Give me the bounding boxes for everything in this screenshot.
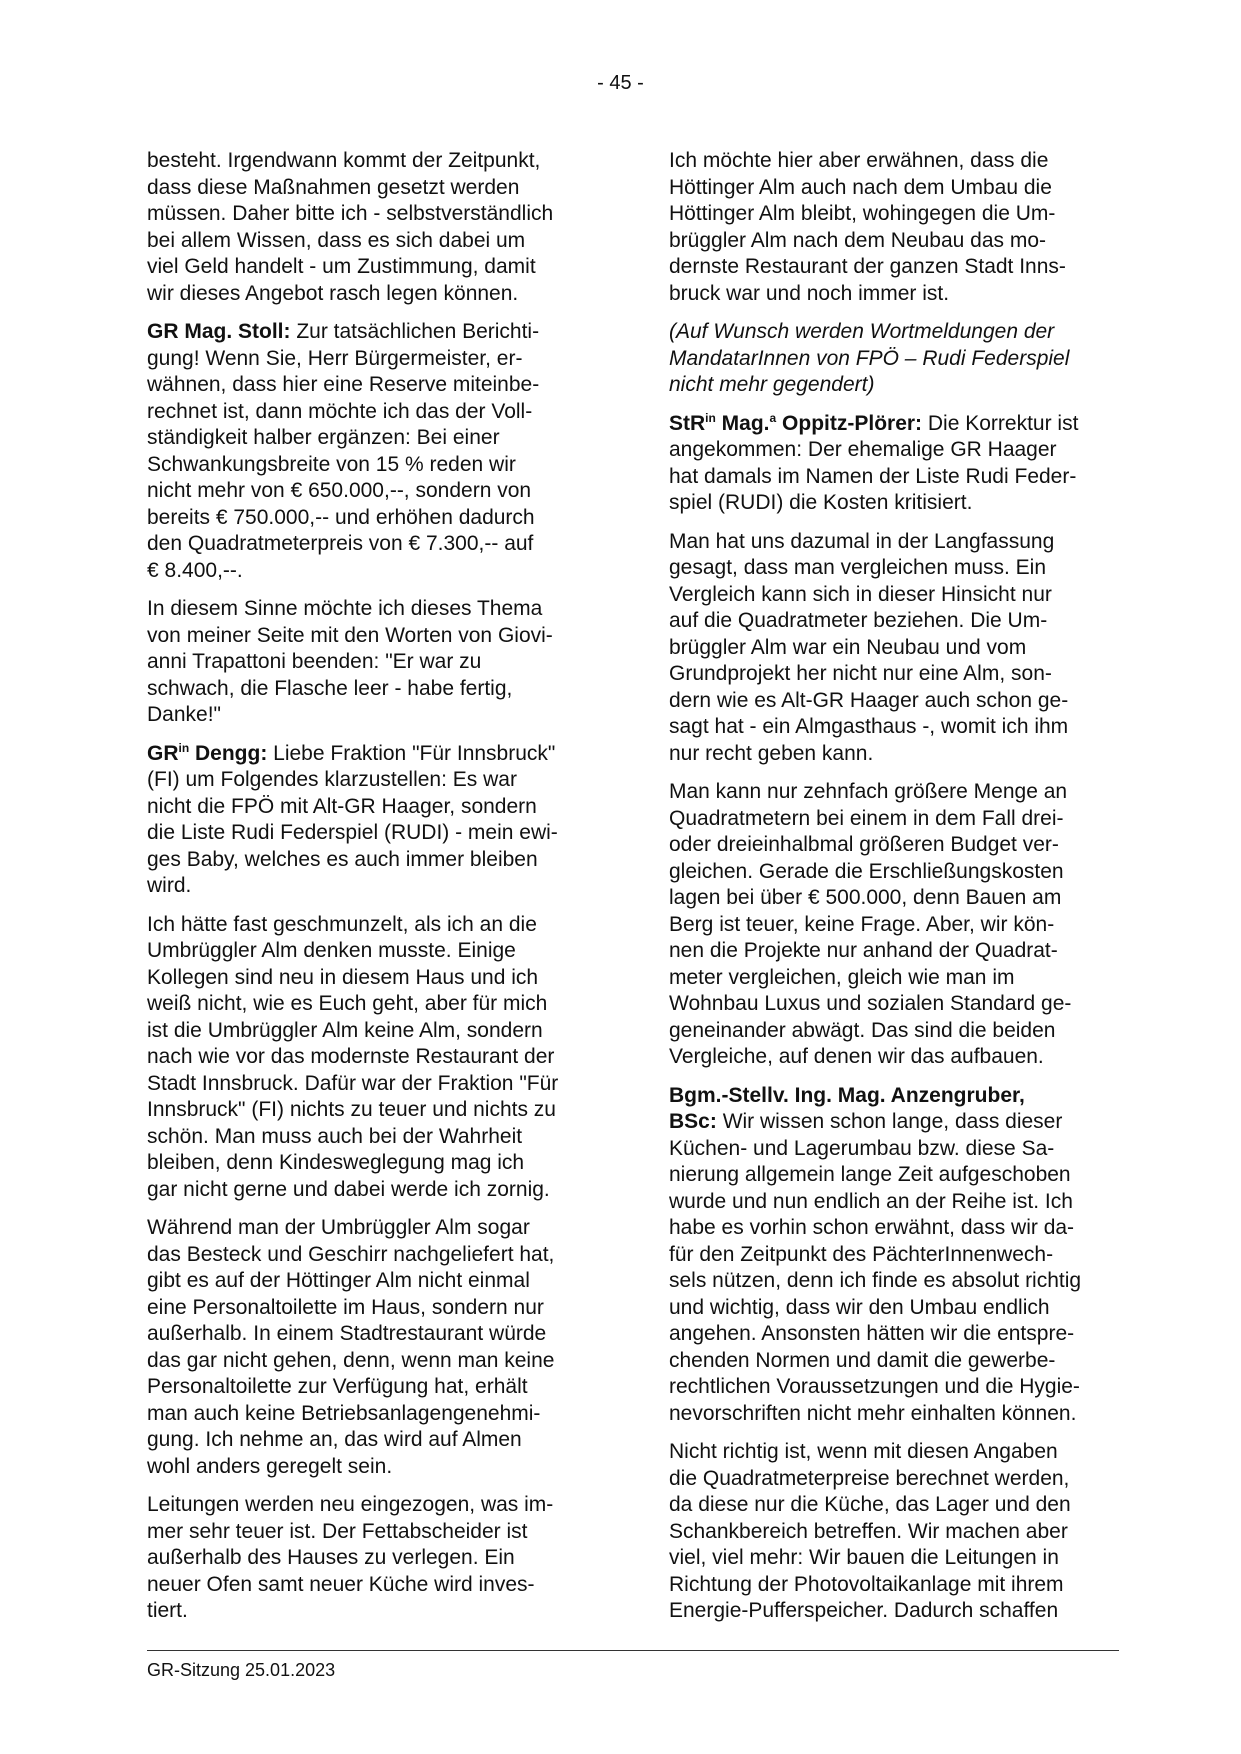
speaker-title: GR: [147, 741, 179, 765]
paragraph-text: Die Korrektur ist angekommen: Der ehemalige GR Haager hat damals im Namen der Liste Rudi Feder- spiel (RUDI) die Kosten kritisiert.: [669, 411, 1079, 514]
paragraph: [147, 741, 597, 900]
speaker-title: StR: [669, 411, 706, 435]
paragraph: [669, 529, 1119, 768]
speaker-name: Bgm.-Stellv. Ing. Mag. Anzengruber, BSc:: [669, 1083, 1025, 1133]
editorial-note: [669, 319, 1119, 399]
paragraph: [147, 596, 597, 729]
footer-divider: [147, 1650, 1119, 1651]
speaker-name: GR Mag. Stoll:: [147, 320, 291, 343]
paragraph-text: (Auf Wunsch werden Wortmeldungen der MandatarInnen von FPÖ – Rudi Federspiel nicht mehr gegendert): [669, 320, 1070, 396]
paragraph-text: Man kann nur zehnfach größere Menge an Quadratmetern bei einem in dem Fall drei- oder dreieinhalbmal größeren Budget ver- gleichen. Gerade die Erschließungskosten lagen bei über € 500.000, denn Bauen am Berg ist teuer, keine Frage. Aber, wir kön- nen die Projekte nur anhand der Quadrat- meter vergleichen, gleich wie man im Wohnbau Luxus und sozialen Standard ge- geneinander abwägt. Das sind die beiden Vergleiche, auf denen wir das aufbauen.: [669, 780, 1072, 1068]
paragraph: [669, 148, 1119, 307]
paragraph-text: Zur tatsächlichen Berichti- gung! Wenn Sie, Herr Bürgermeister, er- wähnen, dass hier eine Reserve miteinbe- rechnet ist, dann möchte ich das der Voll- ständigkeit halber ergänzen: Bei einer Schwankungsbreite von 15 % reden wir nicht mehr von € 650.000,--, sondern von bereits € 750.000,-- und erhöhen dadurch den Quadratmeterpreis von € 7.300,-- auf € 8.400,--.: [147, 320, 540, 582]
paragraph-text: Nicht richtig ist, wenn mit diesen Angaben die Quadratmeterpreise berechnet werden, da diese nur die Küche, das Lager und den Schankbereich betreffen. Wir machen aber viel, viel mehr: Wir bauen die Leitungen in Richtung der Photovoltaikanlage mit ihrem Energie-Pufferspeicher. Dadurch schaffen: [669, 1440, 1071, 1622]
paragraph-text: Liebe Fraktion "Für Innsbruck" (FI) um Folgendes klarzustellen: Es war nicht die FPÖ mit Alt-GR Haager, sondern die Liste Rudi Federspiel (RUDI) - mein ewi- ges Baby, welches es auch immer bleiben wird.: [147, 741, 558, 897]
paragraph: [669, 411, 1119, 517]
paragraph-text: Ich möchte hier aber erwähnen, dass die Höttinger Alm auch nach dem Umbau die Höttinger Alm bleibt, wohingegen die Um- brüggler Alm nach dem Neubau das mo- dernste Restaurant der ganzen Stadt Inns- bruck war und noch immer ist.: [669, 149, 1066, 305]
paragraph: [147, 1215, 597, 1480]
paragraph: [147, 912, 597, 1204]
paragraph: [147, 1492, 597, 1625]
paragraph: [669, 1083, 1119, 1428]
speaker-superscript: in: [705, 410, 716, 425]
speaker-name: [669, 412, 922, 435]
page-number: - 45 -: [597, 72, 644, 94]
paragraph-text: Wir wissen schon lange, dass dieser Küchen- und Lagerumbau bzw. diese Sa- nierung allgemein lange Zeit aufgeschoben wurde und nun endlich an der Reihe ist. Ich habe es vorhin schon erwähnt, dass wir da- für den Zeitpunkt des PächterInnenwech- sels nützen, denn ich finde es absolut richtig und wichtig, dass wir den Umbau endlich angehen. Ansonsten hätten wir die entspre- chenden Normen und damit die gewerbe- rechtlichen Voraussetzungen und die Hygie- nevorschriften nicht mehr einhalten können.: [669, 1110, 1082, 1425]
footer-session-date: GR-Sitzung 25.01.2023: [147, 1660, 336, 1680]
paragraph-text: Leitungen werden neu eingezogen, was im- mer sehr teuer ist. Der Fettabscheider ist außerhalb des Hauses zu verlegen. Ein neuer Ofen samt neuer Küche wird inves- tiert.: [147, 1493, 554, 1622]
left-column: [147, 148, 597, 1637]
paragraph-text: Man hat uns dazumal in der Langfassung gesagt, dass man vergleichen muss. Ein Vergleich kann sich in dieser Hinsicht nur auf die Quadratmeter beziehen. Die Um- brüggler Alm war ein Neubau und vom Grundprojekt her nicht nur eine Alm, son- dern wie es Alt-GR Haager auch schon ge- sagt hat - ein Almgasthaus -, womit ich ihm nur recht geben kann.: [669, 529, 1069, 765]
speaker-surname: Dengg:: [189, 741, 268, 765]
speaker-superscript: a: [769, 410, 777, 425]
paragraph-text: Ich hätte fast geschmunzelt, als ich an die Umbrüggler Alm denken musste. Einige Kollegen sind neu in diesem Haus und ich weiß nicht, wie es Euch geht, aber für mich ist die Umbrüggler Alm keine Alm, sondern nach wie vor das modernste Restaurant der Stadt Innsbruck. Dafür war der Fraktion "Für Innsbruck" (FI) nichts zu teuer und nichts zu schön. Man muss auch bei der Wahrheit bleiben, denn Kindesweglegung mag ich gar nicht gerne und dabei werde ich zornig.: [147, 912, 559, 1201]
speaker-surname: Oppitz-Plörer:: [776, 411, 923, 435]
speaker-name: [147, 742, 267, 765]
paragraph: [669, 779, 1119, 1071]
paragraph: [669, 1439, 1119, 1625]
speaker-superscript: in: [178, 740, 190, 755]
paragraph: [147, 148, 597, 307]
paragraph-text: Während man der Umbrüggler Alm sogar das Besteck und Geschirr nachgeliefert hat, gibt es auf der Höttinger Alm nicht einmal eine Personaltoilette im Haus, sondern nur außerhalb. In einem Stadtrestaurant würde das gar nicht gehen, denn, wenn man keine Personaltoilette zur Verfügung hat, erhält man auch keine Betriebsanlagengenehmi- gung. Ich nehme an, das wird auf Almen wohl anders geregelt sein.: [147, 1216, 555, 1478]
paragraph: [147, 319, 597, 584]
paragraph-text: besteht. Irgendwann kommt der Zeitpunkt, dass diese Maßnahmen gesetzt werden müssen. Daher bitte ich - selbstverständlich bei allem Wissen, dass es sich dabei um viel Geld handelt - um Zustimmung, damit wir dieses Angebot rasch legen können.: [147, 149, 554, 305]
speaker-degree: Mag.: [715, 411, 770, 435]
right-column: [669, 148, 1119, 1637]
paragraph-text: In diesem Sinne möchte ich dieses Thema von meiner Seite mit den Worten von Giovi- anni Trapattoni beenden: "Er war zu schwach, die Flasche leer - habe fertig, Danke!": [147, 597, 553, 726]
